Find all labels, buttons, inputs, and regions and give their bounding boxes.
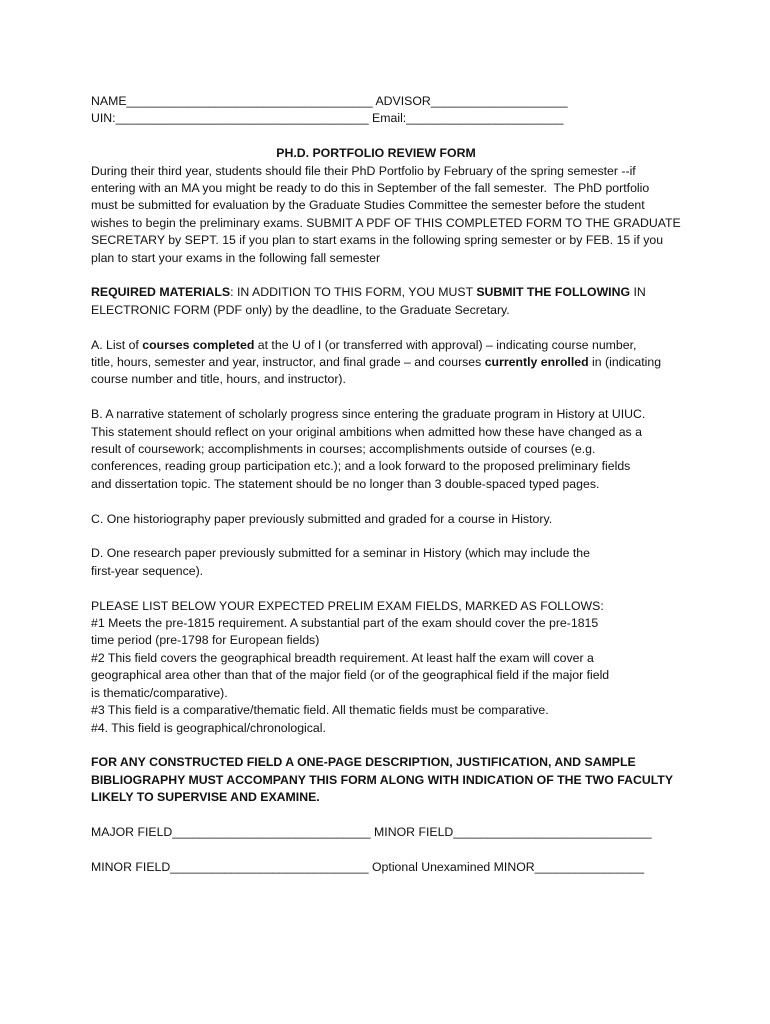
spacer: [91, 128, 691, 145]
intro-line: During their third year, students should file their PhD Portfolio by February of the spring semester --if: [91, 163, 636, 178]
spacer: [91, 737, 691, 754]
required-text-end: IN: [630, 285, 646, 300]
required-line: [91, 284, 691, 301]
item-a-line2-suffix: in (indicating: [588, 355, 662, 370]
item-a-paragraph: [91, 337, 691, 389]
intro-line: wishes to begin the preliminary exams. SUBMIT A PDF OF THIS COMPLETED FORM TO THE GRADUATE: [91, 215, 681, 230]
name-advisor-line[interactable]: NAME____________________________________ ADVISOR____________________: [91, 94, 568, 108]
item-b-line: B. A narrative statement of scholarly progress since entering the graduate program in History at UIUC.: [91, 407, 646, 422]
prelim-line: is thematic/comparative).: [91, 685, 228, 700]
constructed-line: BIBLIOGRAPHY MUST ACCOMPANY THIS FORM ALONG WITH INDICATION OF THE TWO FACULTY: [91, 772, 674, 787]
form-title: PH.D. PORTFOLIO REVIEW FORM: [276, 146, 476, 161]
item-b-line: This statement should reflect on your original ambitions when admitted how these have changed as a: [91, 424, 642, 439]
prelim-line: #1 Meets the pre-1815 requirement. A substantial part of the exam should cover the pre-1815: [91, 616, 599, 631]
minor-optional-field-line[interactable]: MINOR FIELD_____________________________ Optional Unexamined MINOR________________: [91, 859, 645, 874]
intro-line: entering with an MA you might be ready to do this in September of the fall semester. The PhD portfolio: [91, 181, 650, 196]
item-a-line: [91, 337, 691, 354]
item-b-line: conferences, reading group participation etc.); and a look forward to the proposed preliminary fields: [91, 459, 631, 474]
prelim-line: PLEASE LIST BELOW YOUR EXPECTED PRELIM EXAM FIELDS, MARKED AS FOLLOWS:: [91, 598, 604, 613]
uin-email-line[interactable]: UIN:_____________________________________ Email:_______________________: [91, 111, 564, 126]
required-text: : IN ADDITION TO THIS FORM, YOU MUST: [230, 285, 477, 300]
item-a-line-3: course number and title, hours, and instructor).: [91, 372, 346, 387]
spacer: [91, 528, 691, 545]
intro-line: plan to start your exams in the following fall semester: [91, 250, 381, 265]
prelim-line: time period (pre-1798 for European fields): [91, 633, 320, 648]
submit-following-text: SUBMIT THE FOLLOWING: [476, 285, 631, 300]
item-d-paragraph: [91, 545, 691, 580]
item-a-line2-prefix: title, hours, semester and year, instructor, and final grade – and courses: [91, 355, 485, 370]
constructed-line: LIKELY TO SUPERVISE AND EXAMINE.: [91, 790, 320, 805]
item-d-line: D. One research paper previously submitted for a seminar in History (which may include the: [91, 546, 590, 561]
spacer: [91, 580, 691, 597]
required-materials-paragraph: [91, 284, 691, 319]
intro-paragraph: [91, 163, 691, 267]
constructed-line: FOR ANY CONSTRUCTED FIELD A ONE-PAGE DESCRIPTION, JUSTIFICATION, AND SAMPLE: [91, 755, 636, 770]
prelim-line: geographical area other than that of the major field (or of the geographical field if the major field: [91, 668, 610, 683]
required-label: REQUIRED MATERIALS: [91, 285, 231, 300]
item-a-text: at the U of I (or transferred with approval) – indicating course number,: [254, 337, 637, 352]
intro-line: must be submitted for evaluation by the Graduate Studies Committee the semester before the student: [91, 198, 645, 213]
prelim-line: #3 This field is a comparative/thematic field. All thematic fields must be comparative.: [91, 703, 549, 718]
required-line-2: ELECTRONIC FORM (PDF only) by the deadline, to the Graduate Secretary.: [91, 302, 510, 317]
spacer: [91, 493, 691, 510]
constructed-field-notice: [91, 754, 691, 806]
item-b-paragraph: [91, 406, 691, 493]
spacer: [91, 841, 691, 858]
spacer: [91, 389, 691, 406]
currently-enrolled-text: currently enrolled: [484, 355, 589, 370]
item-b-line: result of coursework; accomplishments in courses; accomplishments outside of courses (e.g.: [91, 442, 596, 457]
document-page: [91, 93, 691, 876]
prelim-fields-paragraph: [91, 598, 691, 737]
prelim-line: #4. This field is geographical/chronological.: [91, 720, 326, 735]
spacer: [91, 807, 691, 824]
item-c-line: C. One historiography paper previously submitted and graded for a course in History.: [91, 511, 553, 526]
item-a-prefix: A. List of: [91, 337, 143, 352]
item-b-line: and dissertation topic. The statement should be no longer than 3 double-spaced typed pages.: [91, 476, 600, 491]
spacer: [91, 267, 691, 284]
major-minor-field-line[interactable]: MAJOR FIELD_____________________________ MINOR FIELD_____________________________: [91, 824, 652, 839]
spacer: [91, 319, 691, 336]
prelim-line: #2 This field covers the geographical breadth requirement. At least half the exam will cover a: [91, 650, 594, 665]
intro-line: SECRETARY by SEPT. 15 if you plan to start exams in the following spring semester or by FEB. 15 if you: [91, 233, 664, 248]
courses-completed-text: courses completed: [142, 337, 255, 352]
item-d-line: first-year sequence).: [91, 563, 204, 578]
item-a-line-2: [91, 354, 691, 371]
